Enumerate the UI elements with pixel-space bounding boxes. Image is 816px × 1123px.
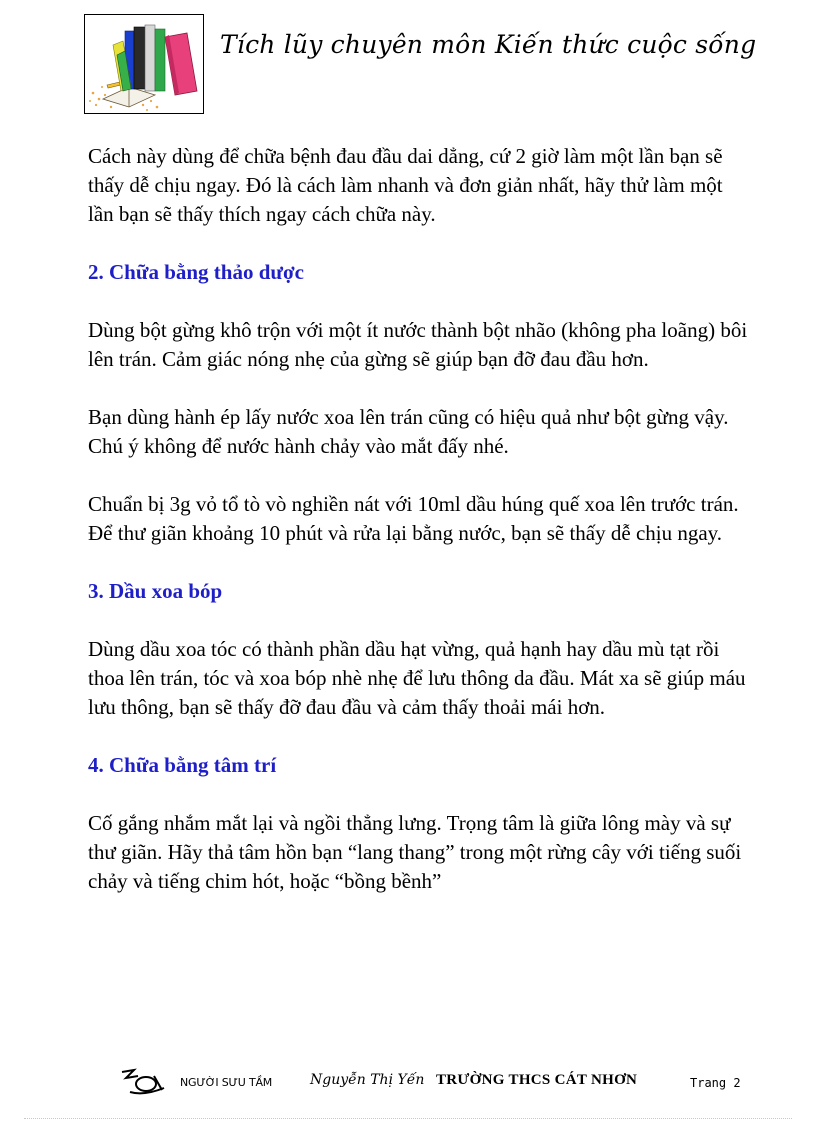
section-heading-mind: 4. Chữa bằng tâm trí xyxy=(88,753,277,777)
paragraph-wasp-nest: Chuẩn bị 3g vỏ tổ tò vò nghiền nát với 10ml dầu húng quế xoa lên trước trán. Để thư giãn khoảng 10 phút và rửa lại bằng nước, bạn sẽ thấy dễ chịu ngay. xyxy=(88,492,739,545)
paragraph-ginger: Dùng bột gừng khô trộn với một ít nước thành bột nhão (không pha loãng) bôi lên trán. Cảm giác nóng nhẹ của gừng sẽ giúp bạn đỡ đau đầu hơn. xyxy=(88,318,748,371)
page-footer xyxy=(120,1066,760,1102)
school-name: TRƯỜNG THCS CÁT NHƠN xyxy=(436,1072,638,1088)
paragraph-massage: Dùng dầu xoa tóc có thành phần dầu hạt vừng, quả hạnh hay dầu mù tạt rồi thoa lên trán, tóc và xoa bóp nhè nhẹ để lưu thông da đầu. Mát xa sẽ giúp máu lưu thông, bạn sẽ thấy đỡ đau đầu và cảm thấy thoải mái hơn. xyxy=(88,637,746,719)
paragraph-relax: Cố gắng nhắm mắt lại và ngồi thẳng lưng. Trọng tâm là giữa lông mày và sự thư giãn. Hãy thả tâm hồn bạn “lang thang” trong một rừng cây với tiếng suối chảy và tiếng chim hót, hoặc “bồng bềnh” xyxy=(88,811,742,893)
collector-label: NGƯỜI SƯU TẦM xyxy=(180,1076,273,1089)
author-name: Nguyễn Thị Yến xyxy=(310,1072,425,1088)
books-icon xyxy=(85,15,203,113)
page-number: Trang 2 xyxy=(690,1076,741,1090)
article-body xyxy=(88,142,748,896)
section-heading-massage-oil: 3. Dầu xoa bóp xyxy=(88,579,223,603)
intro-paragraph: Cách này dùng để chữa bệnh đau đầu dai dẳng, cứ 2 giờ làm một lần bạn sẽ thấy dễ chịu ngay. Đó là cách làm nhanh và đơn giản nhất, hãy thử làm một lần bạn sẽ thấy thích ngay cách chữa này. xyxy=(88,144,723,226)
header-title: Tích lũy chuyên môn Kiến thức cuộc sống xyxy=(220,30,757,59)
bottom-divider xyxy=(24,1118,792,1119)
section-heading-herbal: 2. Chữa bằng thảo dược xyxy=(88,260,304,284)
books-logo xyxy=(84,14,204,114)
paragraph-onion: Bạn dùng hành ép lấy nước xoa lên trán cũng có hiệu quả như bột gừng vậy. Chú ý không để nước hành chảy vào mắt đấy nhé. xyxy=(88,405,729,458)
signature-icon xyxy=(120,1066,168,1098)
